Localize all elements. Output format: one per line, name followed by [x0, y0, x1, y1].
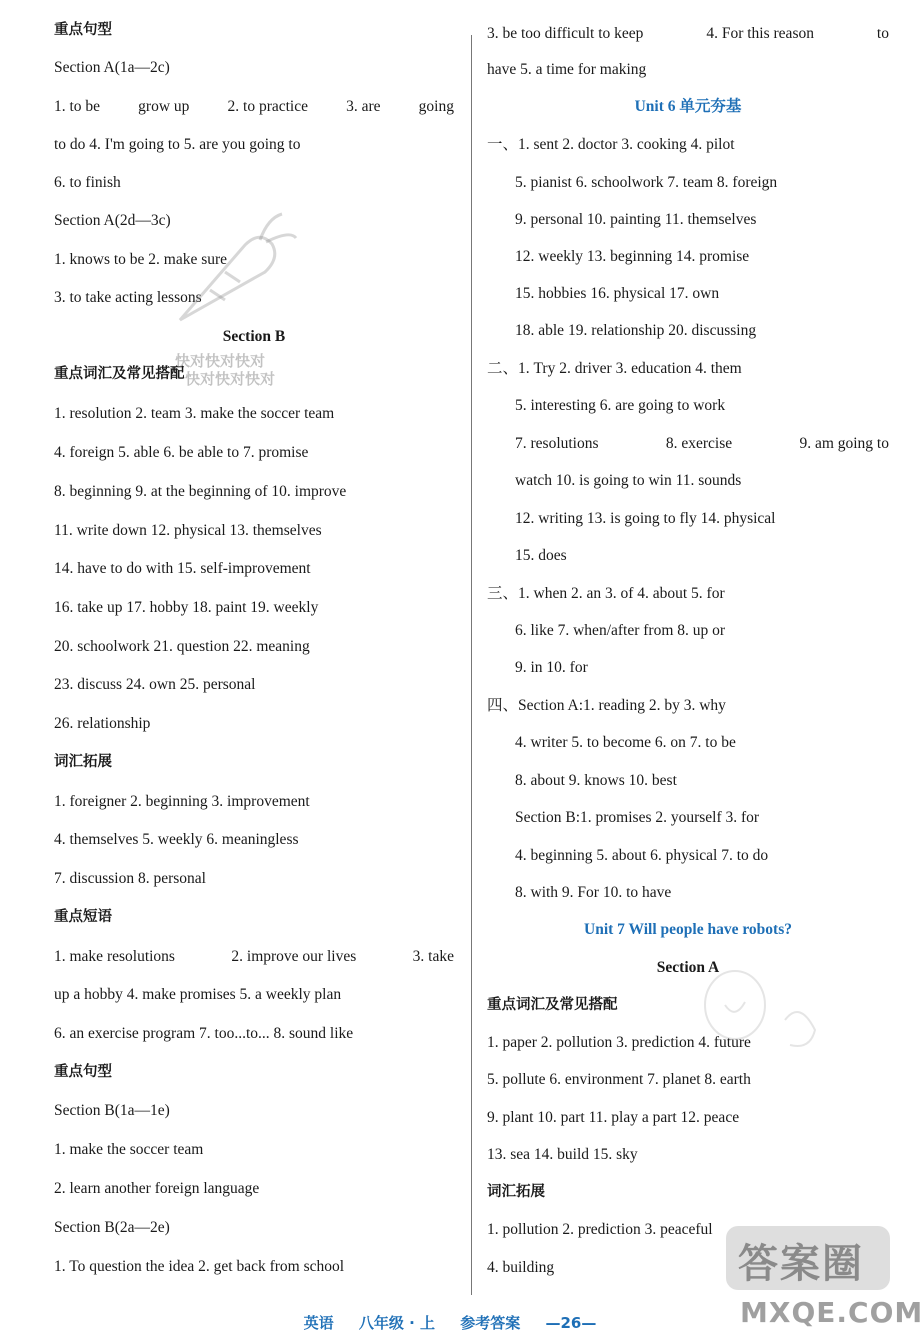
carrot-watermark-icon — [150, 200, 300, 340]
right-line: 二、1. Try 2. driver 3. education 4. them — [487, 360, 742, 377]
left-line: Section A(1a—2c) — [54, 59, 170, 76]
left-line: 2. learn another foreign language — [54, 1180, 260, 1197]
right-line: 12. weekly 13. beginning 14. promise — [515, 248, 750, 265]
left-line: Section B(2a—2e) — [54, 1219, 170, 1236]
left-line: 1. foreigner 2. beginning 3. improvement — [54, 793, 310, 810]
left-line: 1. make the soccer team — [54, 1141, 204, 1158]
right-line: 词汇拓展 — [487, 1184, 545, 1200]
left-line: 11. write down 12. physical 13. themselves — [54, 522, 322, 539]
page-footer — [0, 1312, 900, 1333]
left-line: Section A(2d—3c) — [54, 212, 171, 229]
right-line: 5. interesting 6. are going to work — [515, 397, 726, 414]
line-segment: 1. make resolutions — [54, 948, 175, 965]
line-segment: 2. to practice — [227, 98, 308, 115]
line-segment: 9. am going to — [799, 435, 889, 452]
right-line: have 5. a time for making — [487, 61, 647, 78]
right-line: 4. building — [487, 1259, 555, 1276]
right-line: 1. pollution 2. prediction 3. peaceful — [487, 1221, 713, 1238]
right-line: 12. writing 13. is going to fly 14. physical — [515, 510, 776, 527]
right-line — [487, 24, 889, 44]
right-line: 15. does — [515, 547, 567, 564]
right-line: 5. pianist 6. schoolwork 7. team 8. foreign — [515, 174, 778, 191]
left-line: 8. beginning 9. at the beginning of 10. improve — [54, 483, 347, 500]
left-line — [54, 947, 454, 967]
left-line: 4. themselves 5. weekly 6. meaningless — [54, 831, 299, 848]
line-segment: 3. be too difficult to keep — [487, 25, 644, 42]
line-segment: grow up — [138, 98, 190, 115]
left-line: up a hobby 4. make promises 5. a weekly plan — [54, 986, 342, 1003]
page-number: —26— — [545, 1314, 597, 1332]
footer-grade: 八年级 · 上 — [358, 1314, 436, 1332]
right-line: 一、1. sent 2. doctor 3. cooking 4. pilot — [487, 136, 735, 153]
line-segment: 7. resolutions — [515, 435, 599, 452]
right-line: 4. writer 5. to become 6. on 7. to be — [515, 734, 736, 751]
left-line: 7. discussion 8. personal — [54, 870, 206, 887]
right-line: 1. paper 2. pollution 3. prediction 4. future — [487, 1034, 751, 1051]
left-line: 26. relationship — [54, 715, 151, 732]
left-line: 1. To question the idea 2. get back from school — [54, 1258, 345, 1275]
left-line: 23. discuss 24. own 25. personal — [54, 676, 256, 693]
footer-title: 参考答案 — [460, 1314, 521, 1332]
right-line: Unit 6 单元夯基 — [634, 98, 742, 115]
watermark-text: 快对快对快对 快对快对快对 — [175, 352, 276, 388]
right-line: 4. beginning 5. about 6. physical 7. to do — [515, 847, 769, 864]
column-divider — [471, 35, 472, 1295]
right-line: 13. sea 14. build 15. sky — [487, 1146, 638, 1163]
line-segment: to — [876, 25, 889, 42]
right-line: 5. pollute 6. environment 7. planet 8. earth — [487, 1071, 751, 1088]
left-line: Section B(1a—1e) — [54, 1102, 170, 1119]
left-line: 6. an exercise program 7. too...to... 8. sound like — [54, 1025, 354, 1042]
line-segment: 3. take — [412, 948, 454, 965]
right-line — [515, 434, 889, 454]
left-line: 重点句型 — [54, 1064, 112, 1080]
right-line: 6. like 7. when/after from 8. up or — [515, 622, 726, 639]
left-line: 6. to finish — [54, 174, 121, 191]
footer-subject: 英语 — [303, 1314, 334, 1332]
right-line: 8. about 9. knows 10. best — [515, 772, 677, 789]
left-line: 14. have to do with 15. self-improvement — [54, 560, 311, 577]
right-line: 三、1. when 2. an 3. of 4. about 5. for — [487, 585, 725, 602]
left-line: 1. resolution 2. team 3. make the soccer team — [54, 405, 335, 422]
left-line — [54, 97, 454, 117]
line-segment: 2. improve our lives — [231, 948, 357, 965]
right-line: 8. with 9. For 10. to have — [515, 884, 672, 901]
right-line: Section A — [656, 959, 720, 976]
left-line: 4. foreign 5. able 6. be able to 7. promise — [54, 444, 309, 461]
right-line: 9. plant 10. part 11. play a part 12. peace — [487, 1109, 740, 1126]
line-segment: 8. exercise — [665, 435, 733, 452]
faint-stamp-icon — [690, 960, 830, 1080]
right-line: 9. in 10. for — [515, 659, 588, 676]
left-line: Section B — [222, 328, 286, 345]
left-line: 3. to take acting lessons — [54, 289, 202, 306]
line-segment: 4. For this reason — [706, 25, 814, 42]
line-segment: going — [418, 98, 454, 115]
left-line: 16. take up 17. hobby 18. paint 19. weekly — [54, 599, 319, 616]
right-line: 重点词汇及常见搭配 — [487, 997, 618, 1013]
line-segment: 1. to be — [54, 98, 101, 115]
right-line: 15. hobbies 16. physical 17. own — [515, 285, 720, 302]
left-line: to do 4. I'm going to 5. are you going to — [54, 136, 301, 153]
site-logo: 答案圈 MXQE.COM — [718, 1218, 896, 1336]
left-line: 1. knows to be 2. make sure — [54, 251, 228, 268]
left-line: 重点句型 — [54, 22, 112, 38]
left-line: 重点词汇及常见搭配 — [54, 366, 185, 382]
right-line: watch 10. is going to win 11. sounds — [515, 472, 742, 489]
right-line: Unit 7 Will people have robots? — [584, 921, 792, 938]
right-line: 9. personal 10. painting 11. themselves — [515, 211, 757, 228]
right-line: 四、Section A:1. reading 2. by 3. why — [487, 697, 726, 714]
left-line: 20. schoolwork 21. question 22. meaning — [54, 638, 310, 655]
line-segment: 3. are — [346, 98, 381, 115]
left-line: 重点短语 — [54, 909, 112, 925]
right-line: 18. able 19. relationship 20. discussing — [515, 322, 757, 339]
right-line: Section B:1. promises 2. yourself 3. for — [515, 809, 760, 826]
left-line: 词汇拓展 — [54, 754, 112, 770]
